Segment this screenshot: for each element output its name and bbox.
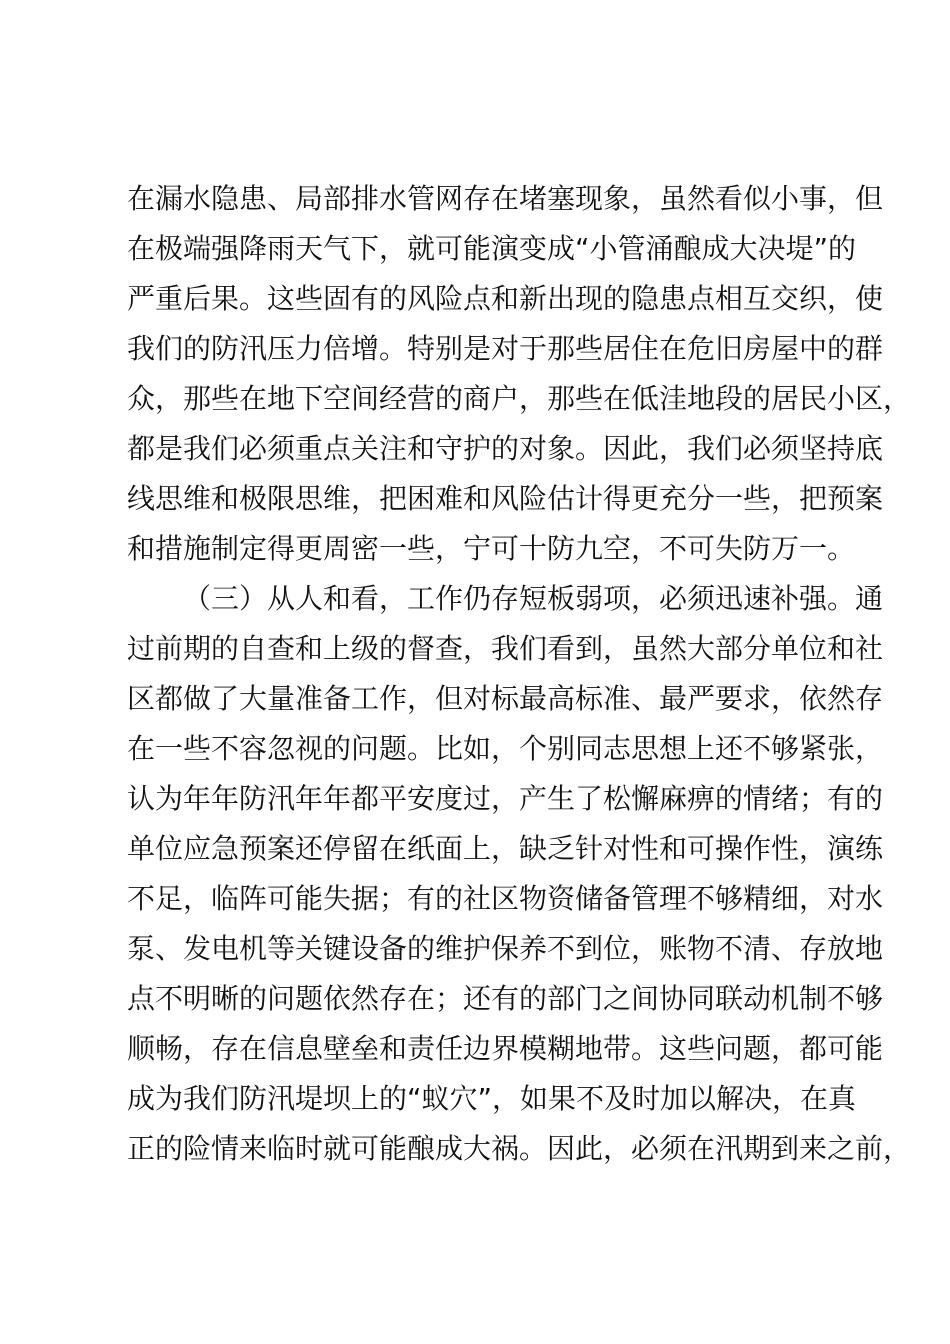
text-line: 都是我们必须重点关注和守护的对象。因此，我们必须坚持底	[127, 432, 884, 465]
text-line: 成为我们防汛堤坝上的“蚁穴”，如果不及时加以解决，在真	[127, 1082, 857, 1115]
text-line: 正的险情来临时就可能酿成大祸。因此，必须在汛期到来之前，	[127, 1132, 912, 1165]
text-line: 过前期的自查和上级的督查，我们看到，虽然大部分单位和社	[127, 632, 884, 665]
text-line: 顺畅，存在信息壁垒和责任边界模糊地带。这些问题，都可能	[127, 1032, 884, 1065]
text-line: 我们的防汛压力倍增。特别是对于那些居住在危旧房屋中的群	[127, 332, 884, 365]
section-heading-line: （三）从人和看，工作仍存短板弱项，必须迅速补强。通	[183, 582, 884, 615]
text-line: 泵、发电机等关键设备的维护保养不到位，账物不清、存放地	[127, 932, 884, 965]
text-line: 区都做了大量准备工作，但对标最高标准、最严要求，依然存	[127, 682, 884, 715]
text-line: 不足，临阵可能失据；有的社区物资储备管理不够精细，对水	[127, 882, 884, 915]
text-line: 众，那些在地下空间经营的商户，那些在低洼地段的居民小区，	[127, 382, 912, 415]
text-line: 在一些不容忽视的问题。比如，个别同志思想上还不够紧张，	[127, 732, 884, 765]
text-line: 单位应急预案还停留在纸面上，缺乏针对性和可操作性，演练	[127, 832, 884, 865]
text-line: 和措施制定得更周密一些，宁可十防九空，不可失防万一。	[127, 532, 856, 565]
text-line: 点不明晰的问题依然存在；还有的部门之间协同联动机制不够	[127, 982, 884, 1015]
text-line: 认为年年防汛年年都平安度过，产生了松懈麻痹的情绪；有的	[127, 782, 884, 815]
text-line: 严重后果。这些固有的风险点和新出现的隐患点相互交织，使	[127, 282, 884, 315]
text-line: 线思维和极限思维，把困难和风险估计得更充分一些，把预案	[127, 482, 884, 515]
text-line: 在极端强降雨天气下，就可能演变成“小管涌酿成大决堤”的	[127, 232, 857, 265]
text-line: 在漏水隐患、局部排水管网存在堵塞现象，虽然看似小事，但	[127, 182, 884, 215]
